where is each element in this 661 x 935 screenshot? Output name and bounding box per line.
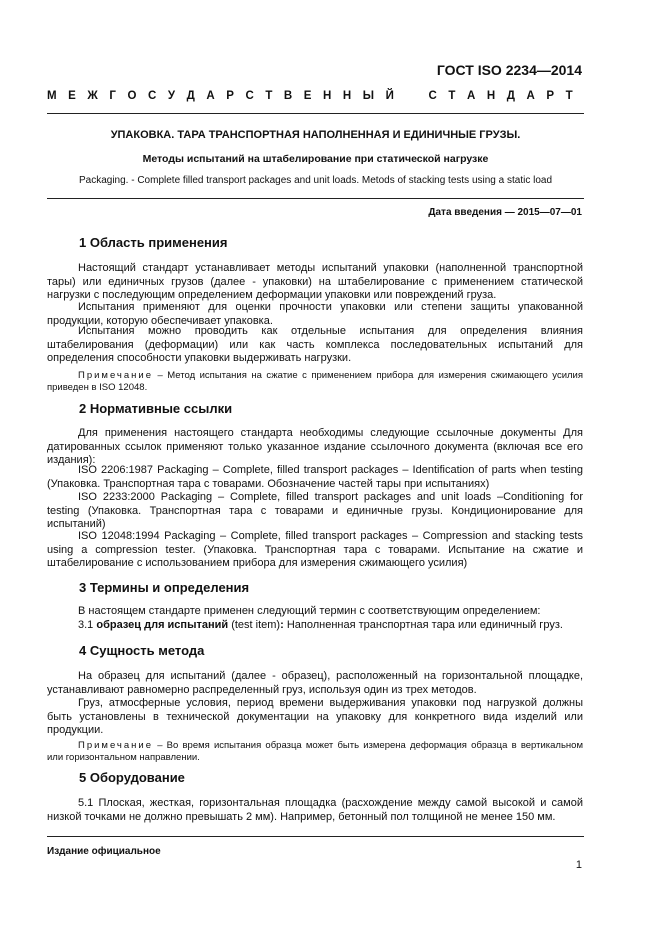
banner-letter: О [127,90,137,102]
banner-letter: Е [68,90,76,102]
banner-letter: Д [186,90,195,102]
section-5-heading: 5 Оборудование [79,770,185,785]
term-colon: : [280,619,284,631]
banner-letter: Т [265,90,273,102]
note-text: – Во время испытания образца может быть измерена деформация образца в вертикальном или горизонтальном направлении. [47,740,583,764]
effective-date: Дата введения — 2015—07—01 [428,207,582,218]
section-2-reference-2: ISO 2233:2000 Packaging – Complete, filled transport packages and unit loads –Conditioning for testing (Упаковка. Транспортная тара с товарами и единичные грузы. Кондиционирование для испытаний) [47,491,583,531]
note-label: Примечание [78,370,153,381]
section-2-heading: 2 Нормативные ссылки [79,401,233,416]
section-3-term-definition [47,619,583,633]
banner-letter: Н [342,90,352,102]
section-3-paragraph-1: В настоящем стандарте применен следующий термин с соответствующим определением: [78,605,541,617]
banner-letter: Ж [87,90,98,102]
interstate-standard-banner [47,90,573,102]
section-4-note [47,740,583,765]
banner-letter: В [283,90,293,102]
banner-letter: С [428,90,437,102]
subtitle-russian: Методы испытаний на штабелирование при статической нагрузке [142,153,489,165]
section-2-reference-3: ISO 12048:1994 Packaging – Complete, filled transport packages – Compression and stacking tests using a compression tester. (Упаковка. Транспортная тара с товарами. Испытание на сжатие и штабелирование с использованием прибора для измерения сжимающего усилия) [47,530,583,570]
banner-letter: Ы [362,90,375,102]
banner-letter: Р [546,90,555,102]
section-1-paragraph-1: Настоящий стандарт устанавливает методы испытаний упаковки (наполненной транспортной тары) или единичных грузов (далее - упаковки) на штабелирование с применением статической нагрузки с последующим определением деформации упаковки или повреждений груза. [47,262,583,302]
banner-letter: А [526,90,535,102]
section-1-paragraph-2: Испытания применяют для оценки прочности упаковки или степени защиты упакованной продукции, которую обеспечивает упаковка. [47,301,583,327]
banner-letter: С [245,90,254,102]
banner-letter: С [147,90,157,102]
banner-letter: А [206,90,215,102]
section-4-paragraph-1: На образец для испытаний (далее - образец), расположенный на горизонтальной площадке, устанавливают равномерно распределенный груз, используя один из трех методов. [47,670,583,696]
banner-letter: Е [303,90,312,102]
title-english: Packaging. - Complete filled transport packages and unit loads. Metods of stacking tests using a static load [78,175,553,186]
section-4-heading: 4 Сущность метода [79,643,205,658]
banner-letter: Н [486,90,496,102]
term-text: Наполненная транспортная тара или единичный груз. [283,619,563,631]
section-1-paragraph-3: Испытания можно проводить как отдельные испытания для определения влияния штабелирования (деформации) или как часть комплекса последовательных испытаний для определения способности упаковки выдерживать нагрузки. [47,325,583,365]
banner-letter: У [167,90,175,102]
banner-letter: Т [565,90,573,102]
header-rule [47,113,584,114]
section-3-heading: 3 Термины и определения [79,580,250,595]
term-number: 3.1 [78,619,97,631]
note-text: – Метод испытания на сжатие с применением прибора для измерения сжимающего усилия приведен в ISO 12048. [47,370,583,394]
banner-letter: Д [506,90,515,102]
banner-letter: Й [385,90,394,102]
page-number: 1 [575,859,582,871]
section-4-paragraph-2: Груз, атмосферные условия, период времени выдерживания упаковки под нагрузкой должны быть установлены в технической документации на упаковку для конкретного вида изделий или продукции. [47,697,583,737]
banner-letter: Г [109,90,116,102]
term-english: (test item) [228,619,281,631]
banner-letter: Т [448,90,456,102]
banner-letter: Н [323,90,332,102]
section-2-reference-1: ISO 2206:1987 Packaging – Complete, filled transport packages – Identification of parts when testing (Упаковка. Транспортная тара с товарами. Обозначение частей тары при испытаниях) [47,464,583,490]
footer-rule [47,836,584,837]
section-5-paragraph-1: 5.1 Плоская, жесткая, горизонтальная площадка (расхождение между самой высокой и самой низкой точками не должно превышать 2 мм). Например, бетонный пол толщиной не менее 150 мм. [47,797,583,823]
title-russian: УПАКОВКА. ТАРА ТРАНСПОРТНАЯ НАПОЛНЕННАЯ И ЕДИНИЧНЫЕ ГРУЗЫ. [110,129,521,141]
section-2-paragraph-1: Для применения настоящего стандарта необходимы следующие ссылочные документы Для датированных ссылок применяют только указанное издание ссылочного документа (включая все его издания): [47,427,583,467]
banner-letter: М [47,90,57,102]
document-number: ГОСТ ISO 2234—2014 [436,62,582,78]
title-rule [47,198,584,199]
banner-letter: Р [226,90,234,102]
banner-letter: А [467,90,476,102]
note-label: Примечание [78,740,153,751]
section-1-heading: 1 Область применения [79,235,228,250]
section-1-note [47,370,583,395]
edition-label: Издание официальное [47,846,161,857]
term-name: образец для испытаний [96,619,229,631]
